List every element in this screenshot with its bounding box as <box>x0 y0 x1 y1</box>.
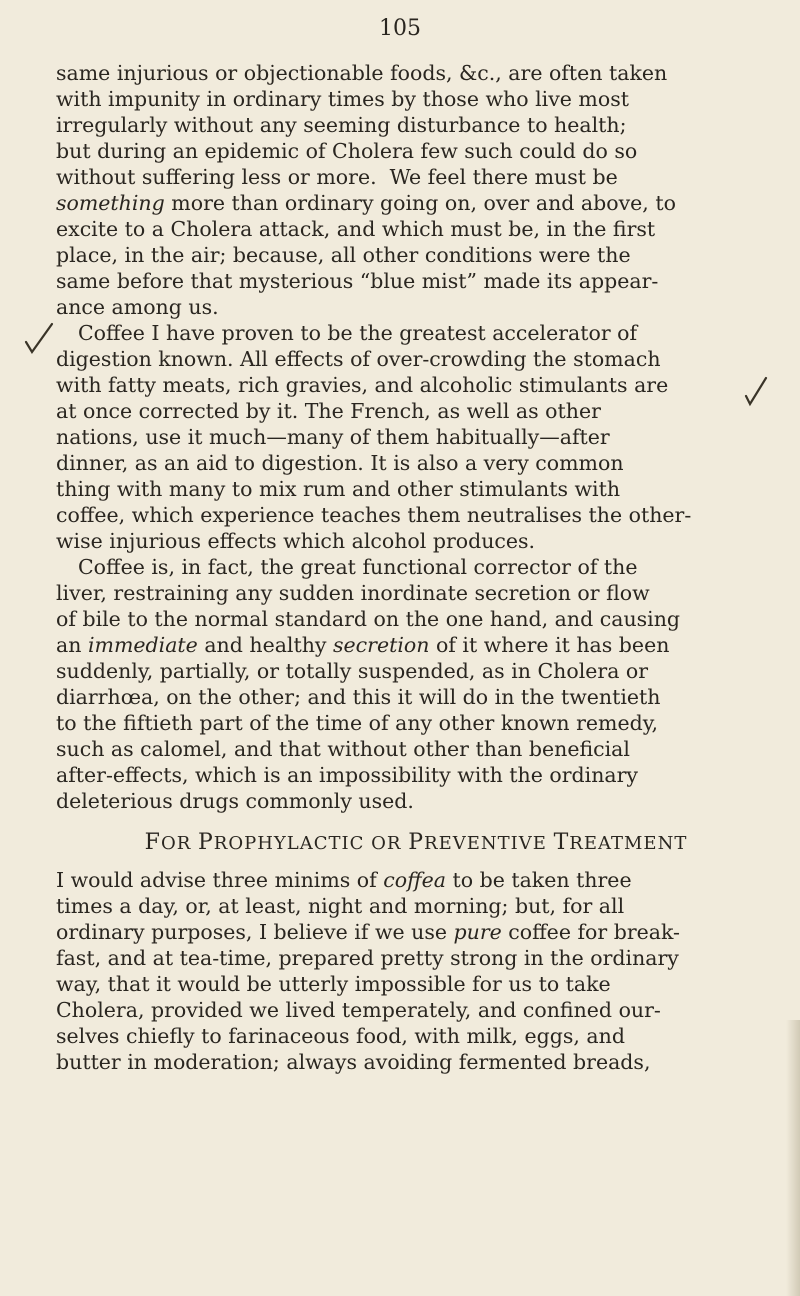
text-line <box>56 710 776 736</box>
text-segment: with impunity in ordinary times by those who live most <box>56 87 629 111</box>
text-line <box>56 867 776 893</box>
text-line <box>56 216 776 242</box>
final-paragraph <box>56 867 776 1075</box>
heading-word: OR <box>371 833 402 854</box>
heading-word: FOR <box>144 830 192 855</box>
text-line <box>56 502 776 528</box>
text-line <box>56 893 776 919</box>
text-segment: irregularly without any seeming disturbance to health; <box>56 113 627 137</box>
paragraph <box>56 60 776 320</box>
text-line <box>56 450 776 476</box>
text-line <box>56 398 776 424</box>
pencil-check-mark-icon <box>22 322 56 356</box>
text-line <box>56 112 776 138</box>
text-line <box>56 424 776 450</box>
text-segment: an <box>56 633 88 657</box>
text-line <box>56 919 776 945</box>
text-segment: and healthy <box>197 633 334 657</box>
text-segment: coffee, which experience teaches them neutralises the other- <box>56 503 692 527</box>
text-line <box>56 580 776 606</box>
text-line <box>56 268 776 294</box>
italic-text: pure <box>453 920 502 944</box>
text-segment: to the fiftieth part of the time of any other known remedy, <box>56 711 659 735</box>
text-line <box>56 945 776 971</box>
italic-text: coffea <box>383 868 446 892</box>
text-line <box>56 997 776 1023</box>
text-line <box>56 164 776 190</box>
text-segment: place, in the air; because, all other conditions were the <box>56 243 631 267</box>
text-segment: of it where it has been <box>429 633 670 657</box>
italic-text: secretion <box>333 633 430 657</box>
page-number: 105 <box>379 16 421 41</box>
text-segment: Cholera, provided we lived temperately, and confined our- <box>56 998 661 1022</box>
text-line <box>56 86 776 112</box>
heading-word: PREVENTIVE <box>408 830 547 855</box>
text-segment: butter in moderation; always avoiding fermented breads, <box>56 1050 651 1074</box>
text-line <box>56 736 776 762</box>
text-line <box>56 346 776 372</box>
heading-word: TREATMENT <box>553 830 688 855</box>
text-segment: such as calomel, and that without other than beneficial <box>56 737 630 761</box>
text-segment: fast, and at tea-time, prepared pretty strong in the ordinary <box>56 946 679 970</box>
text-segment: nations, use it much—many of them habitually—after <box>56 425 610 449</box>
text-line <box>56 554 776 580</box>
text-segment: digestion known. All effects of over-crowding the stomach <box>56 347 661 371</box>
page-edge-shadow <box>786 1020 800 1296</box>
text-line <box>56 372 776 398</box>
text-segment: liver, restraining any sudden inordinate secretion or flow <box>56 581 650 605</box>
text-line <box>56 971 776 997</box>
text-segment: Coffee I have proven to be the greatest accelerator of <box>78 321 638 345</box>
text-line <box>56 1023 776 1049</box>
text-segment: deleterious drugs commonly used. <box>56 789 414 813</box>
text-line <box>56 138 776 164</box>
text-segment: ordinary purposes, I believe if we use <box>56 920 454 944</box>
italic-text: something <box>56 191 165 215</box>
text-segment: same injurious or objectionable foods, &c., are often taken <box>56 61 668 85</box>
text-segment: diarrhœa, on the other; and this it will do in the twentieth <box>56 685 661 709</box>
text-segment: ance among us. <box>56 295 219 319</box>
text-segment: at once corrected by it. The French, as well as other <box>56 399 601 423</box>
italic-text: immediate <box>87 633 198 657</box>
text-line <box>56 294 776 320</box>
text-segment: of bile to the normal standard on the one hand, and causing <box>56 607 681 631</box>
text-line <box>56 320 776 346</box>
text-segment: selves chiefly to farinaceous food, with milk, eggs, and <box>56 1024 625 1048</box>
text-segment: after-effects, which is an impossibility with the ordinary <box>56 763 639 787</box>
text-segment: way, that it would be utterly impossible for us to take <box>56 972 611 996</box>
text-segment: with fatty meats, rich gravies, and alcoholic stimulants are <box>56 373 669 397</box>
body-text <box>56 60 776 1075</box>
text-segment: thing with many to mix rum and other stimulants with <box>56 477 621 501</box>
paragraph <box>56 320 776 554</box>
text-line <box>56 1049 776 1075</box>
paragraph <box>56 554 776 814</box>
text-line <box>56 658 776 684</box>
text-segment: dinner, as an aid to digestion. It is also a very common <box>56 451 624 475</box>
text-segment: wise injurious effects which alcohol produces. <box>56 529 536 553</box>
text-line <box>56 684 776 710</box>
text-line <box>56 632 776 658</box>
text-segment: but during an epidemic of Cholera few such could do so <box>56 139 638 163</box>
text-segment: I would advise three minims of <box>56 868 384 892</box>
text-segment: same before that mysterious “blue mist” made its appear- <box>56 269 659 293</box>
text-segment: excite to a Cholera attack, and which must be, in the first <box>56 217 656 241</box>
text-segment: to be taken three <box>445 868 632 892</box>
text-segment: Coffee is, in fact, the great functional corrector of the <box>78 555 638 579</box>
text-line <box>56 60 776 86</box>
text-line <box>56 606 776 632</box>
section-heading <box>56 830 776 857</box>
text-line <box>56 476 776 502</box>
heading-word: PROPHYLACTIC <box>197 830 365 855</box>
text-line <box>56 788 776 814</box>
text-segment: more than ordinary going on, over and above, to <box>164 191 676 215</box>
text-segment: coffee for break- <box>501 920 680 944</box>
text-segment: without suffering less or more. We feel there must be <box>56 165 618 189</box>
text-line <box>56 242 776 268</box>
text-segment: suddenly, partially, or totally suspended, as in Cholera or <box>56 659 649 683</box>
text-segment: times a day, or, at least, night and morning; but, for all <box>56 894 625 918</box>
text-line <box>56 528 776 554</box>
paragraphs <box>56 60 776 814</box>
text-line <box>56 762 776 788</box>
text-line <box>56 190 776 216</box>
